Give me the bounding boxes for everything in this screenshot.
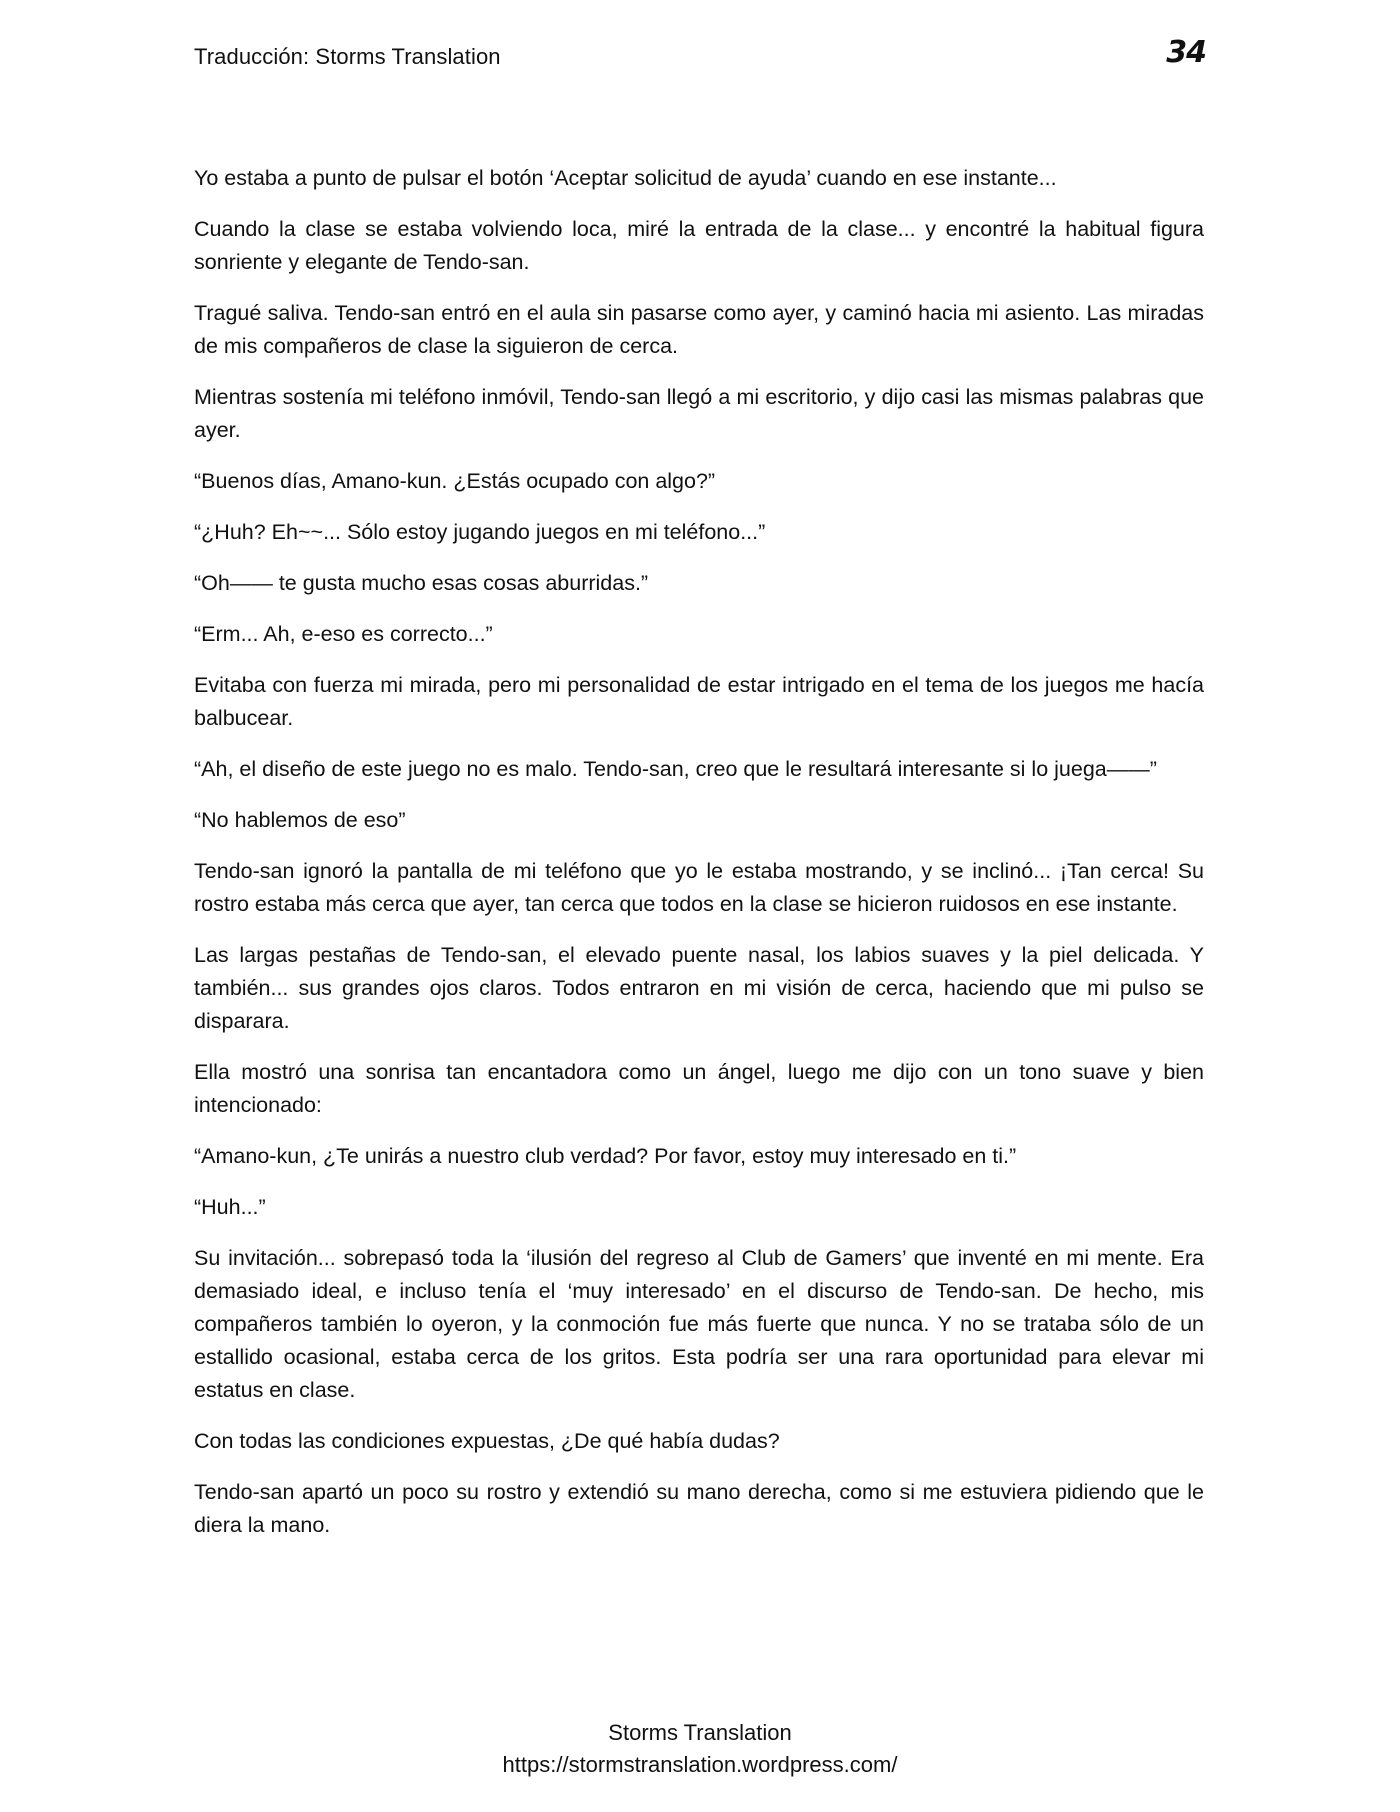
paragraph: Cuando la clase se estaba volviendo loca, miré la entrada de la clase... y encontré la habitual figura sonriente y elegante de Tendo-san. [194, 217, 1204, 274]
body-text [194, 162, 1204, 1560]
dialogue-line: “Oh—— te gusta mucho esas cosas aburridas.” [194, 571, 649, 595]
paragraph: Tragué saliva. Tendo-san entró en el aula sin pasarse como ayer, y caminó hacia mi asiento. Las miradas de mis compañeros de clase la siguieron de cerca. [194, 301, 1204, 358]
footer-name: Storms Translation [608, 1720, 792, 1745]
paragraph: Ella mostró una sonrisa tan encantadora como un ángel, luego me dijo con un tono suave y bien intencionado: [194, 1060, 1204, 1117]
paragraph: Evitaba con fuerza mi mirada, pero mi personalidad de estar intrigado en el tema de los juegos me hacía balbucear. [194, 673, 1204, 730]
header-title: Traducción: Storms Translation [194, 44, 501, 69]
paragraph: Yo estaba a punto de pulsar el botón ‘Aceptar solicitud de ayuda’ cuando en ese instante... [194, 166, 1057, 190]
dialogue-line: “Amano-kun, ¿Te unirás a nuestro club verdad? Por favor, estoy muy interesado en ti.” [194, 1144, 1017, 1168]
dialogue-line: “Buenos días, Amano-kun. ¿Estás ocupado con algo?” [194, 469, 716, 493]
dialogue-line: “Erm... Ah, e-eso es correcto...” [194, 622, 493, 646]
dialogue-line: “Huh...” [194, 1195, 266, 1219]
paragraph: Las largas pestañas de Tendo-san, el elevado puente nasal, los labios suaves y la piel delicada. Y también... sus grandes ojos claros. Todos entraron en mi visión de cerca, haciendo que mi pulso se disparara. [194, 943, 1204, 1033]
paragraph: Con todas las condiciones expuestas, ¿De qué había dudas? [194, 1429, 780, 1453]
paragraph: Tendo-san ignoró la pantalla de mi teléfono que yo le estaba mostrando, y se inclinó... ¡Tan cerca! Su rostro estaba más cerca que ayer, tan cerca que todos en la clase se hicieron ruidosos en ese instante. [194, 859, 1204, 916]
footer-url[interactable]: https://stormstranslation.wordpress.com/ [502, 1752, 898, 1777]
paragraph: Mientras sostenía mi teléfono inmóvil, Tendo-san llegó a mi escritorio, y dijo casi las mismas palabras que ayer. [194, 385, 1204, 442]
page-number: 34 [1166, 35, 1206, 70]
paragraph: Tendo-san apartó un poco su rostro y extendió su mano derecha, como si me estuviera pidiendo que le diera la mano. [194, 1480, 1204, 1537]
dialogue-line: “¿Huh? Eh~~... Sólo estoy jugando juegos en mi teléfono...” [194, 520, 766, 544]
dialogue-line: “Ah, el diseño de este juego no es malo. Tendo-san, creo que le resultará interesante si lo juega——” [194, 757, 1157, 781]
footer [0, 1717, 1400, 1781]
paragraph: Su invitación... sobrepasó toda la ‘ilusión del regreso al Club de Gamers’ que inventé en mi mente. Era demasiado ideal, e incluso tenía el ‘muy interesado’ en el discurso de Tendo-san. De hecho, mis compañeros también lo oyeron, y la conmoción fue más fuerte que nunca. Y no se trataba sólo de un estallido ocasional, estaba cerca de los gritos. Esta podría ser una rara oportunidad para elevar mi estatus en clase. [194, 1246, 1204, 1402]
dialogue-line: “No hablemos de eso” [194, 808, 406, 832]
